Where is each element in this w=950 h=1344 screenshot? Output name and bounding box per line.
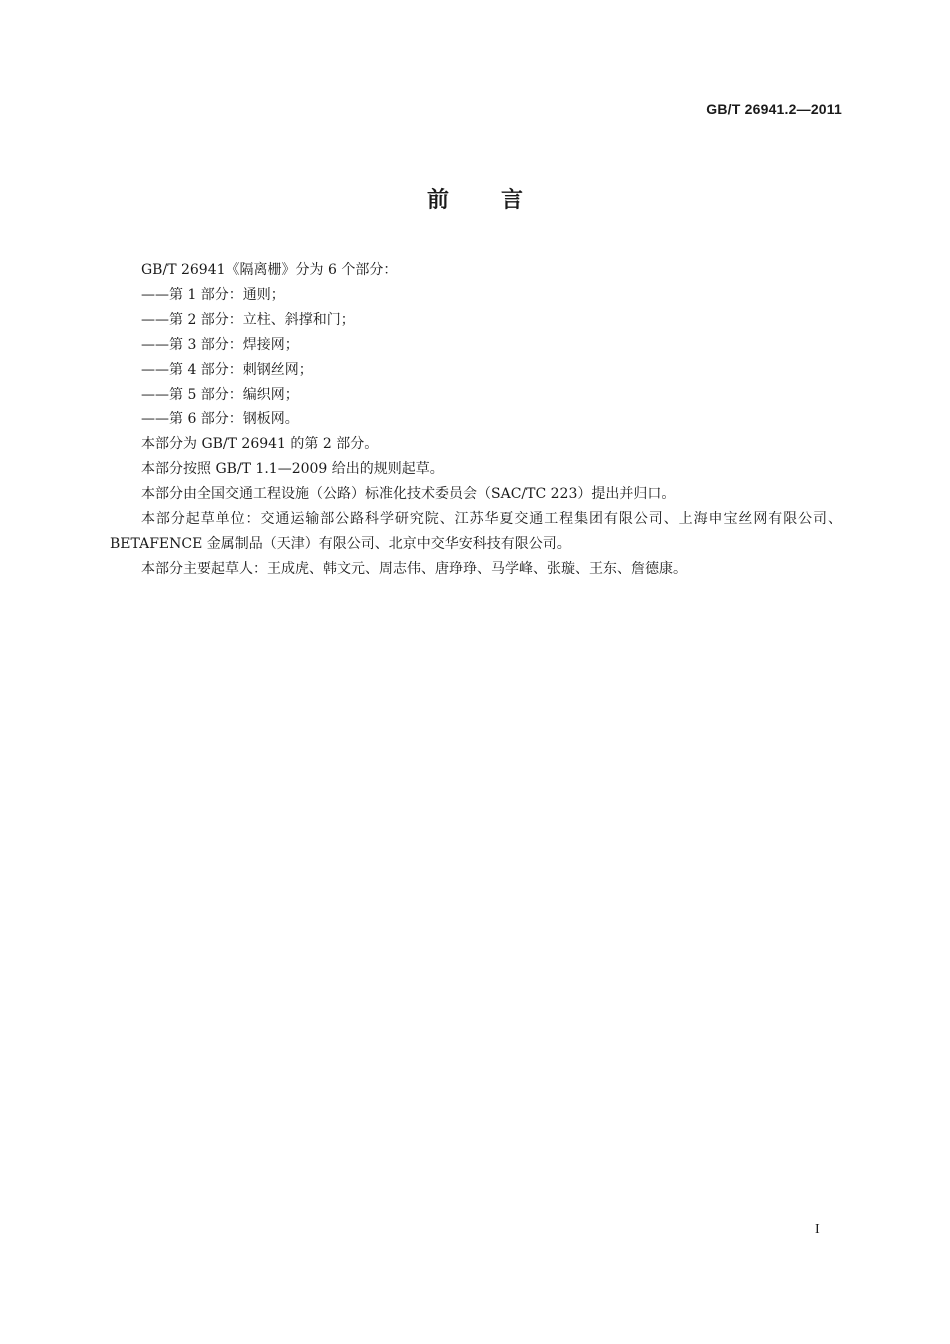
paragraph-drafting-units: 本部分起草单位：交通运输部公路科学研究院、江苏华夏交通工程集团有限公司、上海申宝丝网有限公司、BETAFENCE 金属制品（天津）有限公司、北京中交华安科技有限公司。 xyxy=(110,511,842,552)
paragraph-parts-intro: GB/T 26941《隔离栅》分为 6 个部分： xyxy=(141,262,398,278)
list-item-part-6: ——第 6 部分：钢板网。 xyxy=(141,411,299,428)
paragraph-proposed-by: 本部分由全国交通工程设施（公路）标准化技术委员会（SAC/TC 223）提出并归口。 xyxy=(141,486,676,503)
page-number: I xyxy=(815,1222,820,1237)
paragraph-this-part: 本部分为 GB/T 26941 的第 2 部分。 xyxy=(141,436,379,453)
list-item-part-5: ——第 5 部分：编织网； xyxy=(141,386,299,403)
paragraph-drafters: 本部分主要起草人：王成虎、韩文元、周志伟、唐琤琤、马学峰、张璇、王东、詹德康。 xyxy=(141,560,687,577)
list-item-part-1: ——第 1 部分：通则； xyxy=(141,286,285,303)
list-item-part-2: ——第 2 部分：立柱、斜撑和门； xyxy=(141,311,355,328)
list-item-part-4: ——第 4 部分：刺钢丝网； xyxy=(141,361,313,378)
foreword-body xyxy=(110,258,842,582)
list-item-part-3: ——第 3 部分：焊接网； xyxy=(141,336,299,353)
standard-code: GB/T 26941.2—2011 xyxy=(706,101,842,117)
paragraph-drafting-rules: 本部分按照 GB/T 1.1—2009 给出的规则起草。 xyxy=(141,461,444,478)
page-title: 前言 xyxy=(426,188,575,213)
